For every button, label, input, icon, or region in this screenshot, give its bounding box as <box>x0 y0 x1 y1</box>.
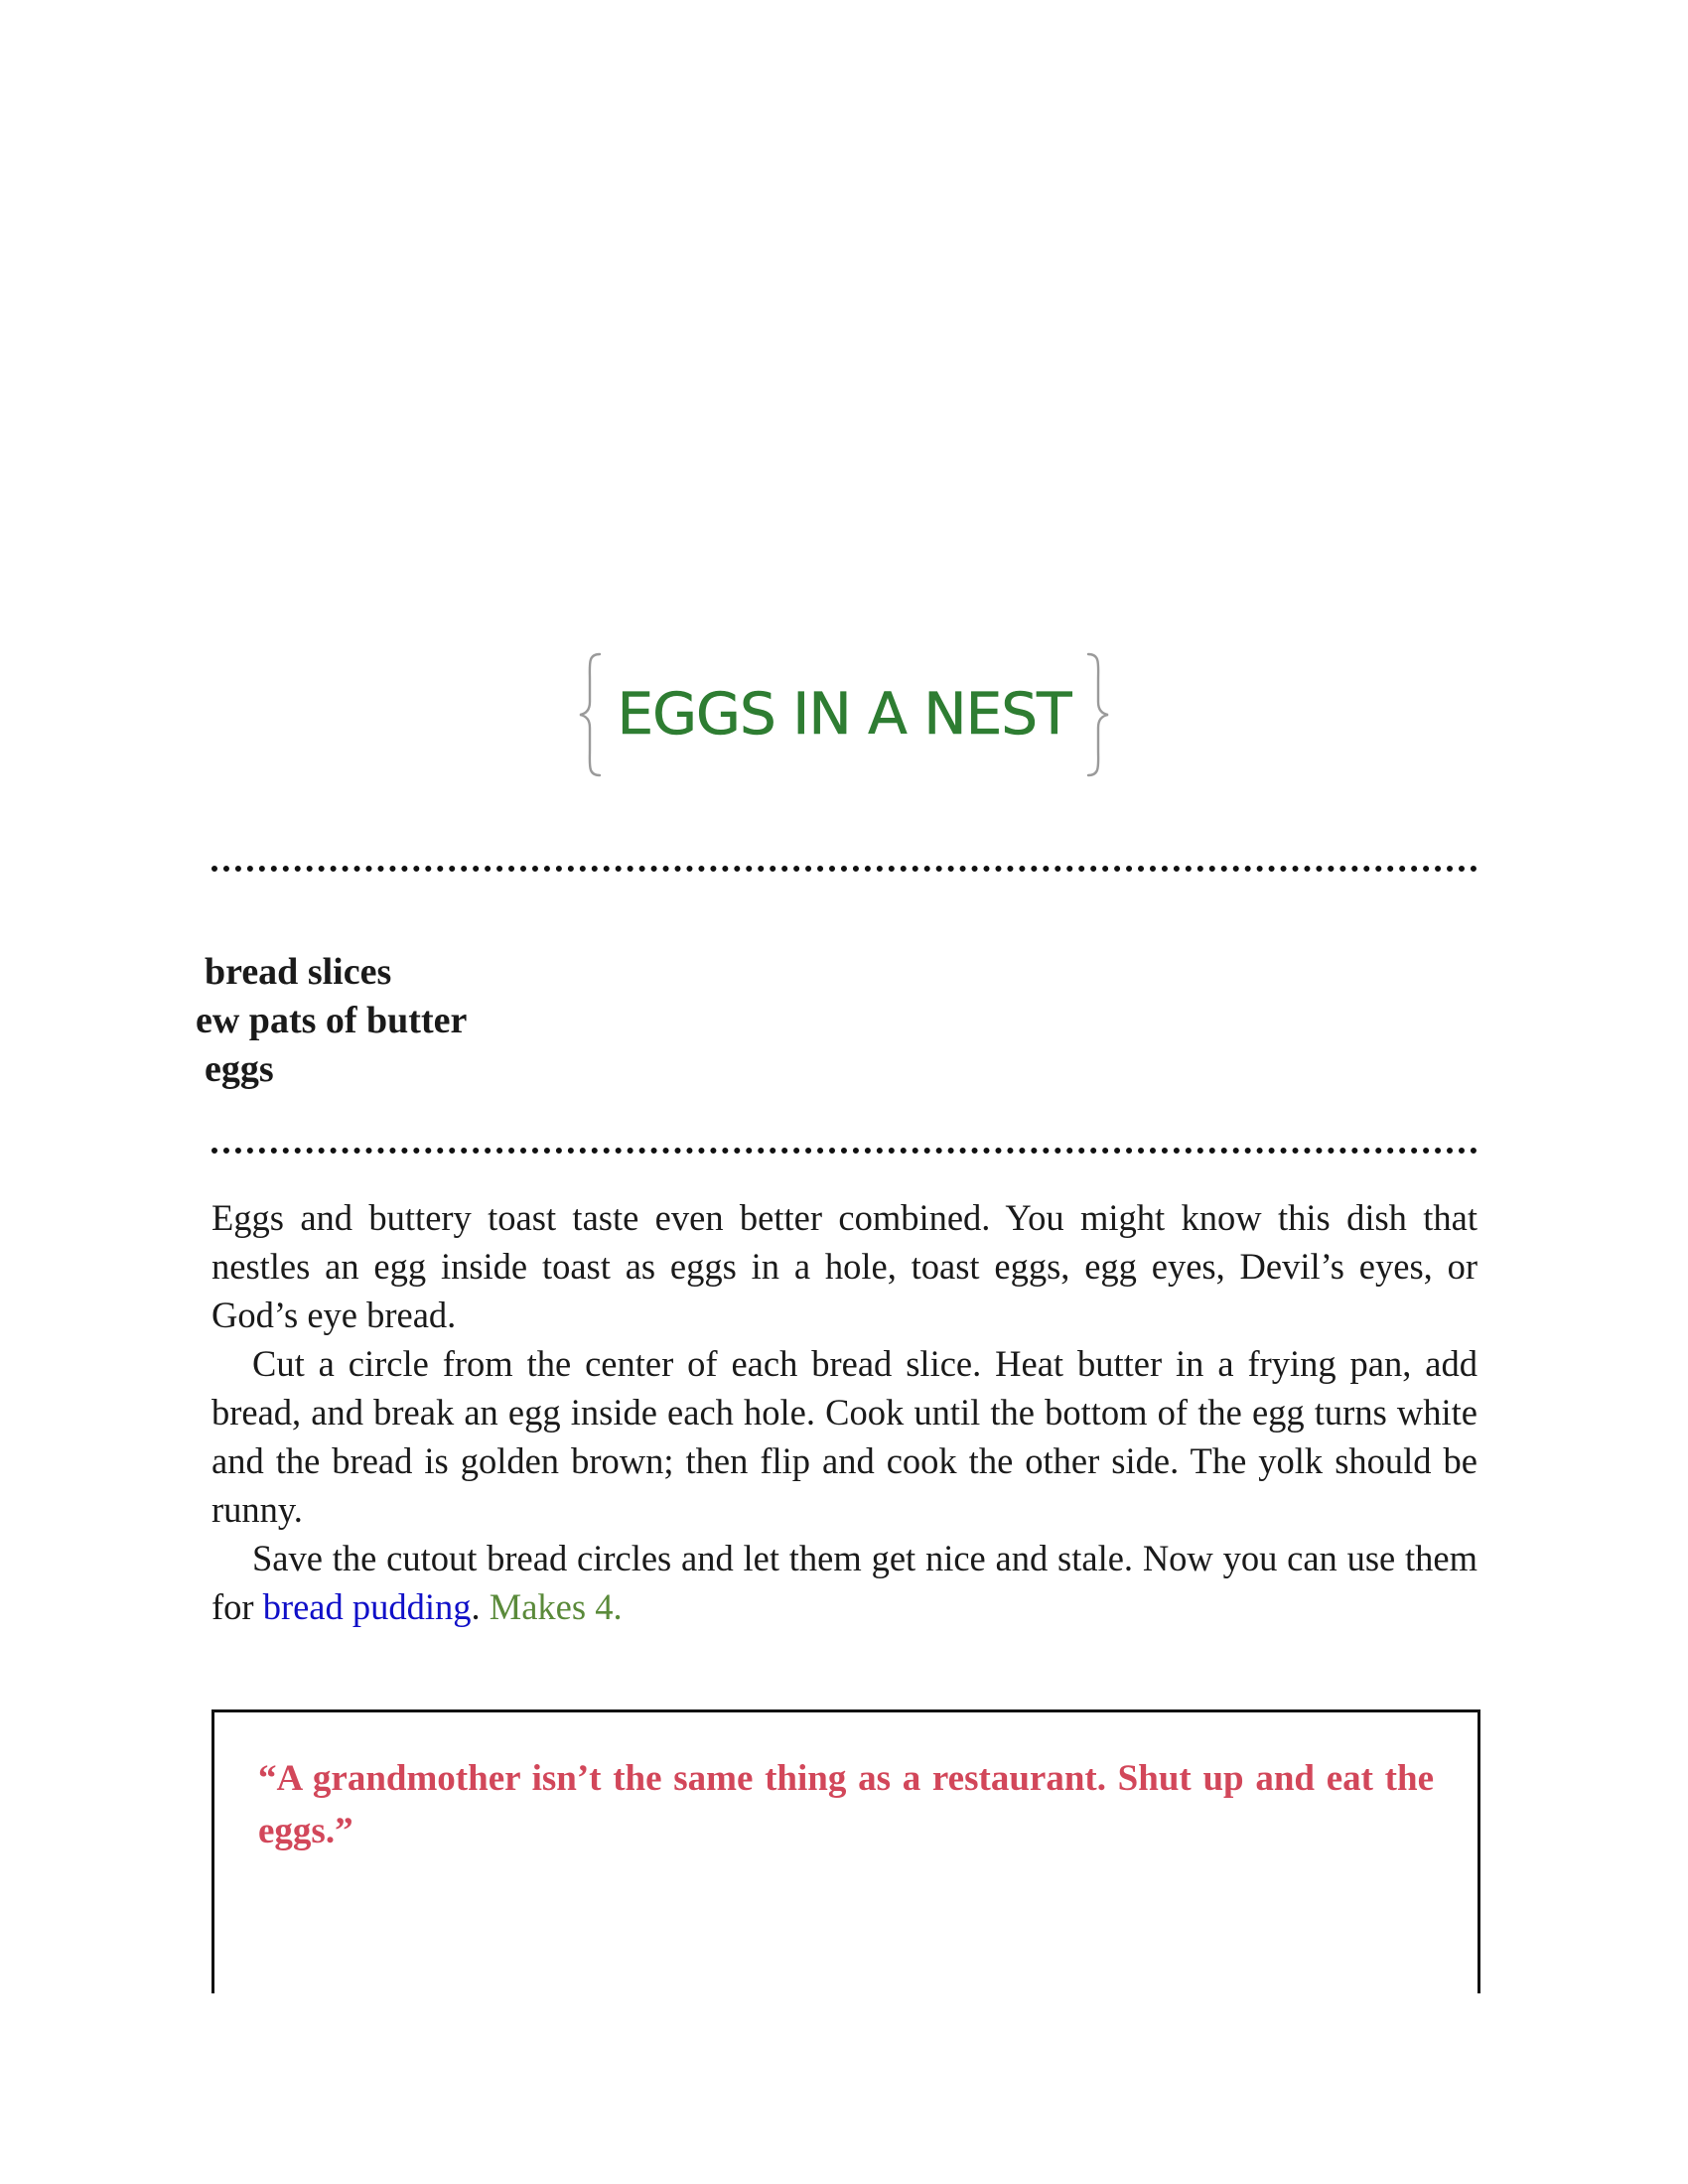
right-brace-ornament <box>1082 650 1112 779</box>
method-paragraph: Cut a circle from the center of each bread slice. Heat butter in a frying pan, add bread, and break an egg inside each hole. Cook until the bottom of the egg turns white and the bread is golden brown; then flip and cook the other side. The yolk should be runny. <box>211 1343 1477 1530</box>
dotted-divider-bottom <box>211 1148 1477 1154</box>
ingredient-item: eggs <box>205 1048 274 1090</box>
yield-text: Makes 4. <box>489 1586 623 1627</box>
intro-paragraph: Eggs and buttery toast taste even better combined. You might know this dish that nestles an egg inside toast as eggs in a hole, toast eggs, egg eyes, Devil’s eyes, or God’s eye bread. <box>211 1197 1477 1335</box>
ingredient-item: ew pats of butter <box>196 1000 468 1041</box>
quote-box <box>211 1709 1480 1993</box>
dotted-divider-top <box>211 866 1477 872</box>
ingredient-item: bread slices <box>205 951 392 993</box>
quote-text: “A grandmother isn’t the same thing as a restaurant. Shut up and eat the eggs.” <box>258 1758 1434 1851</box>
recipe-title: EGGS IN A NEST <box>617 680 1071 748</box>
tip-paragraph <box>211 1534 1477 1631</box>
ingredient-list <box>196 948 891 1094</box>
title-block <box>0 650 1688 779</box>
tip-text: Save the cutout bread circles and let them get nice and stale. Now you can use them for <box>211 1538 1477 1627</box>
recipe-instructions <box>211 1193 1477 1631</box>
tip-period: . <box>471 1586 481 1627</box>
bread-pudding-link[interactable]: bread pudding <box>262 1586 472 1627</box>
